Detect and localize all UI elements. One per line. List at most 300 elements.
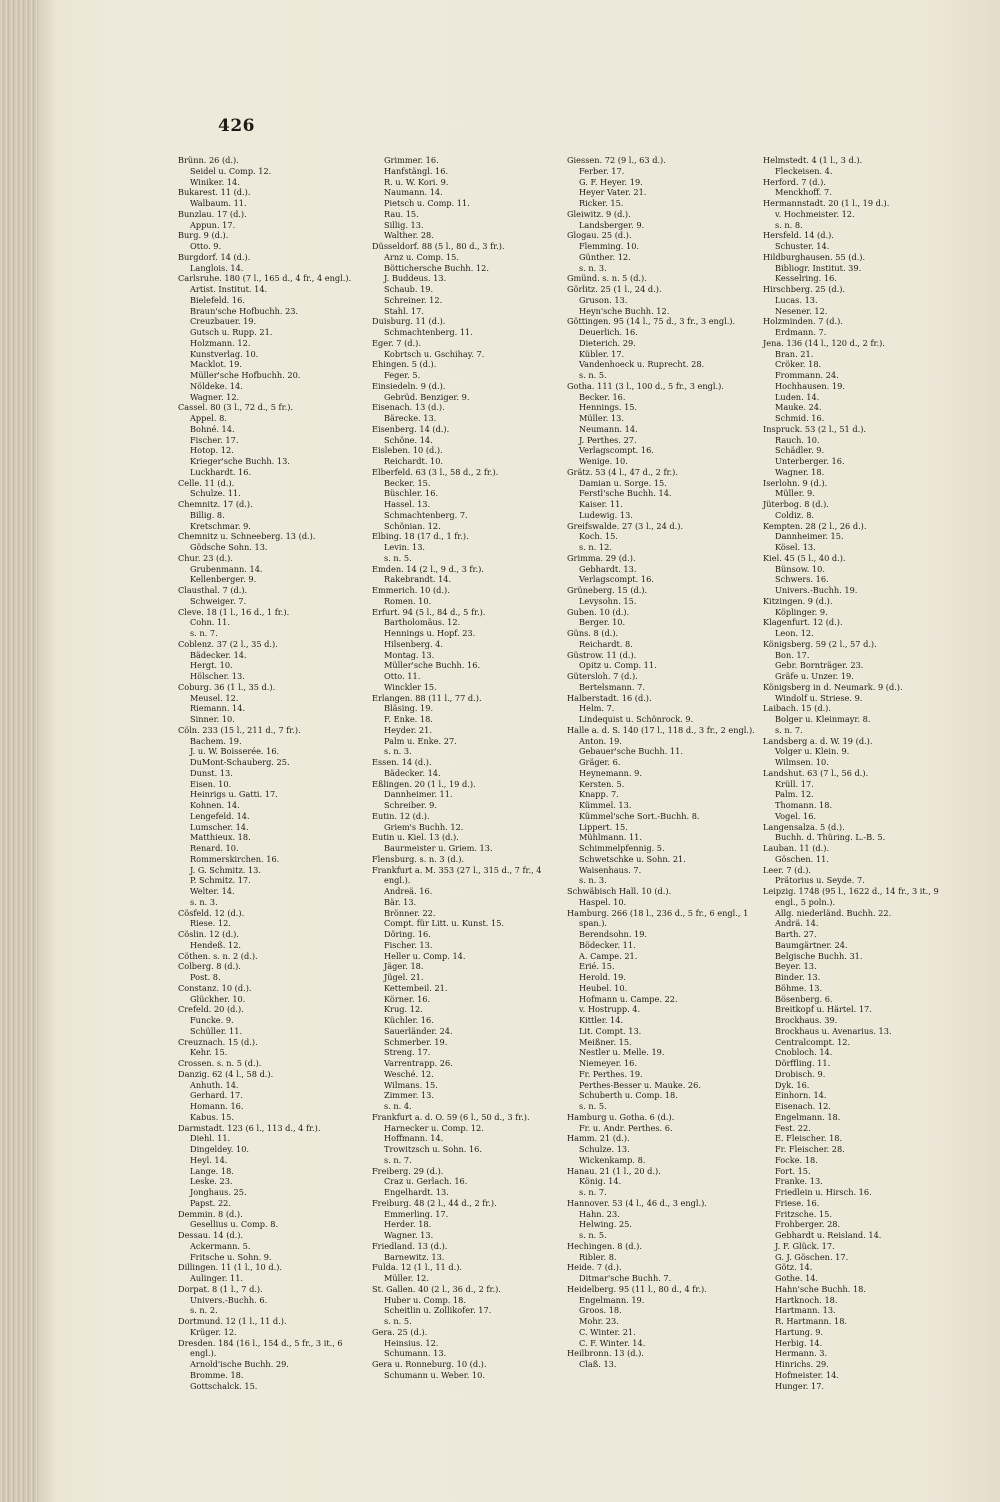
publisher-entry: Billig. 8. bbox=[190, 509, 225, 520]
place-entry: Ehingen. 5 (d.). bbox=[372, 359, 437, 370]
publisher-entry: s. n. 5. bbox=[579, 370, 607, 380]
publisher-entry: Kübler. 17. bbox=[579, 348, 625, 359]
place-entry: Celle. 11 (d.). bbox=[178, 477, 235, 488]
publisher-entry: s. n. 5. bbox=[579, 1101, 607, 1111]
publisher-entry: Lindequist u. Schönrock. 9. bbox=[579, 714, 694, 724]
publisher-entry: Barnewitz. 13. bbox=[384, 1251, 445, 1262]
publisher-entry: Kösel. 13. bbox=[775, 542, 816, 552]
publisher-entry: Schumann u. Weber. 10. bbox=[384, 1369, 485, 1380]
place-entry: Danzig. 62 (4 l., 58 d.). bbox=[178, 1068, 274, 1079]
publisher-entry: Reichardt. 8. bbox=[579, 638, 633, 649]
publisher-entry: Gottschalck. 15. bbox=[190, 1380, 258, 1391]
publisher-entry: Macklot. 19. bbox=[190, 359, 242, 370]
publisher-entry: s. n. 3. bbox=[384, 746, 412, 757]
publisher-entry: Hilsenberg. 4. bbox=[384, 638, 443, 649]
publisher-entry: Beyer. 13. bbox=[775, 961, 817, 972]
place-entry: Burgdorf. 14 (d.). bbox=[178, 251, 251, 262]
publisher-entry: Seidel u. Comp. 12. bbox=[190, 165, 272, 176]
place-entry: Cöthen. s. n. 2 (d.). bbox=[178, 950, 258, 961]
place-entry: Crefeld. 20 (d.). bbox=[178, 1004, 244, 1015]
place-entry: Güns. 8 (d.). bbox=[567, 628, 619, 638]
publisher-entry: J. u. W. Boisserée. 16. bbox=[190, 746, 280, 757]
place-entry: Kiel. 45 (5 l., 40 d.). bbox=[763, 552, 846, 563]
publisher-entry: Stahl. 17. bbox=[384, 305, 424, 316]
publisher-entry: Kittler. 14. bbox=[579, 1015, 624, 1025]
publisher-entry: Schuster. 14. bbox=[775, 241, 830, 251]
publisher-entry: Palm u. Enke. 27. bbox=[384, 735, 457, 746]
publisher-entry: Kellenberger. 9. bbox=[190, 574, 257, 585]
publisher-entry: v. Hochmeister. 12. bbox=[775, 208, 855, 219]
publisher-entry: Vogel. 16. bbox=[775, 810, 817, 821]
publisher-entry: Rau. 15. bbox=[384, 208, 419, 219]
publisher-entry: Helwing. 25. bbox=[579, 1219, 632, 1230]
publisher-entry: Hinrichs. 29. bbox=[775, 1359, 829, 1369]
publisher-entry: König. 14. bbox=[579, 1176, 622, 1187]
publisher-entry: Bädecker. 14. bbox=[190, 649, 247, 660]
publisher-entry: Göschen. 11. bbox=[775, 853, 829, 864]
publisher-entry: Krieger'sche Buchh. 13. bbox=[190, 456, 290, 466]
publisher-entry: Montag. 13. bbox=[384, 649, 435, 660]
place-entry: Dessau. 14 (d.). bbox=[178, 1230, 244, 1240]
place-entry: Halberstadt. 16 (d.). bbox=[567, 692, 652, 703]
publisher-entry: Gebrüd. Benziger. 9. bbox=[384, 391, 470, 402]
place-entry: Grimma. 29 (d.). bbox=[567, 552, 636, 563]
publisher-entry: Pietsch u. Comp. 11. bbox=[384, 198, 470, 208]
publisher-entry: J. F. Glück. 17. bbox=[775, 1240, 835, 1251]
publisher-entry: Müller. 12. bbox=[384, 1273, 429, 1283]
publisher-entry: Hanfstängl. 16. bbox=[384, 165, 449, 176]
publisher-entry: Kersten. 5. bbox=[579, 778, 625, 789]
publisher-entry: Engelhardt. 13. bbox=[384, 1187, 449, 1197]
publisher-entry: Lange. 18. bbox=[190, 1165, 234, 1176]
publisher-entry: s. n. 12. bbox=[579, 542, 612, 552]
publisher-entry: Koch. 15. bbox=[579, 531, 618, 542]
publisher-entry: Trowitzsch u. Sohn. 16. bbox=[384, 1144, 482, 1154]
place-entry: Hamburg. 266 (18 l., 236 d., 5 fr., 6 engl., 1 span.). bbox=[567, 907, 749, 929]
publisher-entry: Winiker. 14. bbox=[190, 176, 240, 187]
publisher-entry: Glückher. 10. bbox=[190, 993, 246, 1004]
publisher-entry: s. n. 8. bbox=[775, 219, 803, 230]
place-entry: Hermannstadt. 20 (1 l., 19 d.). bbox=[763, 198, 890, 208]
place-entry: Hamm. 21 (d.). bbox=[567, 1133, 630, 1144]
publisher-entry: s. n. 5. bbox=[579, 1230, 607, 1240]
publisher-entry: C. F. Winter. 14. bbox=[579, 1337, 646, 1348]
publisher-entry: Kettembeil. 21. bbox=[384, 982, 448, 993]
publisher-entry: Meißner. 15. bbox=[579, 1036, 632, 1047]
publisher-entry: Buchh. d. Thüring. L.-B. 5. bbox=[775, 832, 886, 843]
publisher-entry: Becker. 16. bbox=[579, 391, 626, 402]
publisher-entry: Holzmann. 12. bbox=[190, 337, 251, 348]
place-entry: Düsseldorf. 88 (5 l., 80 d., 3 fr.). bbox=[372, 241, 505, 251]
place-entry: Greifswalde. 27 (3 l., 24 d.). bbox=[567, 520, 684, 531]
publisher-entry: Frommann. 24. bbox=[775, 370, 839, 380]
place-entry: Königsberg. 59 (2 l., 57 d.). bbox=[763, 638, 877, 649]
publisher-entry: Coldiz. 8. bbox=[775, 509, 815, 520]
place-entry: Hanau. 21 (1 l., 20 d.). bbox=[567, 1165, 661, 1176]
publisher-entry: Bär. 13. bbox=[384, 896, 417, 907]
publisher-entry: Hölscher. 13. bbox=[190, 671, 245, 681]
publisher-entry: Hermann. 3. bbox=[775, 1348, 828, 1359]
publisher-entry: Anhuth. 14. bbox=[190, 1079, 239, 1090]
publisher-entry: Ricker. 15. bbox=[579, 198, 624, 208]
publisher-entry: s. n. 3. bbox=[579, 875, 607, 886]
place-entry: Landshut. 63 (7 l., 56 d.). bbox=[763, 767, 869, 778]
place-entry: Eßlingen. 20 (1 l., 19 d.). bbox=[372, 778, 476, 789]
publisher-entry: Breitkopf u. Härtel. 17. bbox=[775, 1004, 872, 1015]
place-entry: Schwäbisch Hall. 10 (d.). bbox=[567, 886, 672, 896]
publisher-entry: Groos. 18. bbox=[579, 1305, 622, 1316]
publisher-entry: Schaub. 19. bbox=[384, 284, 434, 294]
publisher-entry: Huber u. Comp. 18. bbox=[384, 1294, 466, 1305]
publisher-entry: Helm. 7. bbox=[579, 703, 615, 714]
publisher-entry: Flemming. 10. bbox=[579, 241, 640, 251]
publisher-entry: Knapp. 7. bbox=[579, 789, 619, 800]
publisher-entry: Dingeldey. 10. bbox=[190, 1144, 250, 1154]
publisher-entry: Lippert. 15. bbox=[579, 821, 628, 832]
publisher-entry: Brönner. 22. bbox=[384, 907, 436, 918]
publisher-entry: Riese. 12. bbox=[190, 918, 231, 929]
publisher-entry: Andreä. 16. bbox=[384, 886, 433, 896]
publisher-entry: Schumann. 13. bbox=[384, 1348, 447, 1359]
publisher-entry: Dannheimer. 15. bbox=[775, 531, 844, 542]
publisher-entry: Allg. niederländ. Buchh. 22. bbox=[775, 907, 892, 918]
publisher-entry: s. n. 7. bbox=[384, 1154, 412, 1165]
place-entry: Grätz. 53 (4 l., 47 d., 2 fr.). bbox=[567, 466, 678, 477]
place-entry: Glogau. 25 (d.). bbox=[567, 230, 632, 241]
place-entry: Eutin. 12 (d.). bbox=[372, 810, 430, 821]
publisher-entry: Wagner. 12. bbox=[190, 391, 240, 402]
publisher-entry: Küchler. 16. bbox=[384, 1015, 434, 1025]
publisher-entry: Homann. 16. bbox=[190, 1101, 244, 1111]
publisher-entry: Schönian. 12. bbox=[384, 520, 441, 531]
publisher-entry: Fr. Fleischer. 28. bbox=[775, 1144, 845, 1154]
publisher-entry: Heyer Vater. 21. bbox=[579, 187, 647, 198]
place-entry: Göttingen. 95 (14 l., 75 d., 3 fr., 3 engl.). bbox=[567, 316, 736, 327]
place-entry: Jena. 136 (14 l., 120 d., 2 fr.). bbox=[763, 337, 885, 348]
place-entry: Emmerich. 10 (d.). bbox=[372, 585, 450, 595]
publisher-entry: Sillig. 13. bbox=[384, 219, 424, 230]
publisher-entry: Heller u. Comp. 14. bbox=[384, 950, 466, 961]
publisher-entry: Gebhardt u. Reisland. 14. bbox=[775, 1230, 882, 1240]
place-entry: Dillingen. 11 (1 l., 10 d.). bbox=[178, 1262, 282, 1273]
publisher-entry: Baumgärtner. 24. bbox=[775, 939, 848, 950]
publisher-entry: Gräger. 6. bbox=[579, 757, 621, 767]
publisher-entry: Opitz u. Comp. 11. bbox=[579, 660, 657, 671]
publisher-entry: Hofmeister. 14. bbox=[775, 1369, 839, 1380]
place-entry: Grüneberg. 15 (d.). bbox=[567, 585, 648, 595]
publisher-entry: Langlois. 14. bbox=[190, 262, 244, 273]
publisher-entry: Sauerländer. 24. bbox=[384, 1025, 453, 1036]
publisher-entry: Heyn'sche Buchh. 12. bbox=[579, 305, 670, 316]
publisher-entry: Rommerskirchen. 16. bbox=[190, 853, 280, 864]
publisher-entry: Griem's Buchh. 12. bbox=[384, 821, 464, 832]
publisher-entry: Krüger. 12. bbox=[190, 1326, 237, 1337]
place-entry: Hannover. 53 (4 l., 46 d., 3 engl.). bbox=[567, 1197, 707, 1208]
publisher-entry: Kaiser. 11. bbox=[579, 499, 623, 509]
place-entry: Cöslin. 12 (d.). bbox=[178, 929, 239, 939]
publisher-entry: Unterberger. 16. bbox=[775, 456, 845, 466]
place-entry: Bunzlau. 17 (d.). bbox=[178, 208, 247, 219]
publisher-entry: Bran. 21. bbox=[775, 348, 814, 359]
publisher-entry: Körner. 16. bbox=[384, 993, 431, 1004]
place-entry: Gmünd. s. n. 5 (d.). bbox=[567, 273, 647, 284]
place-entry: Lauban. 11 (d.). bbox=[763, 843, 830, 853]
publisher-entry: Grubenmann. 14. bbox=[190, 563, 263, 574]
publisher-entry: C. Winter. 21. bbox=[579, 1326, 636, 1337]
publisher-entry: s. n. 2. bbox=[190, 1305, 218, 1316]
publisher-entry: Schweiger. 7. bbox=[190, 595, 247, 606]
publisher-entry: Hendeß. 12. bbox=[190, 939, 242, 950]
place-entry: Hirschberg. 25 (d.). bbox=[763, 284, 846, 294]
publisher-entry: Ludewig. 13. bbox=[579, 509, 633, 520]
publisher-entry: s. n. 5. bbox=[384, 552, 412, 563]
publisher-entry: A. Campe. 21. bbox=[579, 950, 638, 961]
publisher-entry: Creuzbauer. 19. bbox=[190, 316, 257, 327]
place-entry: Gütersloh. 7 (d.). bbox=[567, 671, 638, 681]
publisher-entry: Döring. 16. bbox=[384, 929, 431, 939]
publisher-entry: Levin. 13. bbox=[384, 542, 426, 552]
publisher-entry: Gerhard. 17. bbox=[190, 1090, 243, 1101]
place-entry: Eisenberg. 14 (d.). bbox=[372, 423, 450, 434]
publisher-entry: Arnold'ische Buchh. 29. bbox=[190, 1359, 289, 1369]
place-entry: Colberg. 8 (d.). bbox=[178, 961, 241, 972]
publisher-entry: Craz u. Gerlach. 16. bbox=[384, 1176, 468, 1187]
publisher-entry: Bläsing. 19. bbox=[384, 703, 434, 714]
publisher-entry: Haspel. 10. bbox=[579, 896, 627, 907]
publisher-entry: Schulze. 13. bbox=[579, 1144, 630, 1154]
publisher-entry: Dörffling. 11. bbox=[775, 1058, 831, 1068]
publisher-entry: F. Enke. 18. bbox=[384, 714, 433, 724]
publisher-entry: Wilmsen. 10. bbox=[775, 757, 829, 767]
directory-column-3 bbox=[567, 155, 757, 1370]
place-entry: Holzminden. 7 (d.). bbox=[763, 316, 843, 327]
place-entry: Heide. 7 (d.). bbox=[567, 1262, 622, 1273]
publisher-entry: Gödsche Sohn. 13. bbox=[190, 542, 268, 552]
publisher-entry: Schmerber. 19. bbox=[384, 1036, 448, 1047]
publisher-entry: Wesché. 12. bbox=[384, 1068, 434, 1079]
publisher-entry: Hennings u. Hopf. 23. bbox=[384, 628, 476, 638]
publisher-entry: Hoffmann. 14. bbox=[384, 1133, 444, 1144]
publisher-entry: Böhme. 13. bbox=[775, 982, 823, 993]
publisher-entry: Engelmann. 18. bbox=[775, 1111, 841, 1122]
place-entry: Coburg. 36 (1 l., 35 d.). bbox=[178, 681, 276, 692]
place-entry: Cassel. 80 (3 l., 72 d., 5 fr.). bbox=[178, 402, 293, 413]
publisher-entry: Luden. 14. bbox=[775, 391, 820, 402]
publisher-entry: Erdmann. 7. bbox=[775, 327, 827, 337]
place-entry: Guben. 10 (d.). bbox=[567, 606, 630, 617]
publisher-entry: Univers.-Buchh. 19. bbox=[775, 585, 858, 595]
publisher-entry: Cohn. 11. bbox=[190, 617, 230, 628]
place-entry: St. Gallen. 40 (2 l., 36 d., 2 fr.). bbox=[372, 1283, 501, 1294]
publisher-entry: Appel. 8. bbox=[190, 413, 227, 423]
publisher-entry: Krüll. 17. bbox=[775, 778, 814, 789]
publisher-entry: Herbig. 14. bbox=[775, 1337, 823, 1348]
publisher-entry: Schreiner. 12. bbox=[384, 294, 443, 305]
place-entry: Kempten. 28 (2 l., 26 d.). bbox=[763, 520, 867, 531]
publisher-entry: v. Hostrupp. 4. bbox=[579, 1004, 641, 1015]
publisher-entry: Eisen. 10. bbox=[190, 778, 232, 789]
publisher-entry: Hahn'sche Buchh. 18. bbox=[775, 1283, 866, 1294]
publisher-entry: Berendsohn. 19. bbox=[579, 929, 648, 939]
publisher-entry: Fr. u. Andr. Perthes. 6. bbox=[579, 1122, 673, 1133]
place-entry: Essen. 14 (d.). bbox=[372, 757, 432, 767]
publisher-entry: Müller'sche Hofbuchh. 20. bbox=[190, 370, 301, 380]
place-entry: Cleve. 18 (1 l., 16 d., 1 fr.). bbox=[178, 606, 290, 617]
publisher-entry: Fleckeisen. 4. bbox=[775, 165, 833, 176]
publisher-entry: Gothe. 14. bbox=[775, 1273, 819, 1283]
publisher-entry: Arnz u. Comp. 15. bbox=[384, 251, 459, 262]
publisher-entry: Schwetschke u. Sohn. 21. bbox=[579, 853, 686, 864]
publisher-entry: Bödecker. 11. bbox=[579, 939, 636, 950]
page-number: 426 bbox=[218, 116, 255, 136]
publisher-entry: Heinsius. 12. bbox=[384, 1337, 439, 1348]
publisher-entry: Heyder. 21. bbox=[384, 724, 432, 735]
publisher-entry: Fischer. 17. bbox=[190, 434, 239, 445]
publisher-entry: Hergt. 10. bbox=[190, 660, 233, 671]
publisher-entry: Frohberger. 28. bbox=[775, 1219, 841, 1230]
publisher-entry: Gebauer'sche Buchh. 11. bbox=[579, 746, 683, 757]
publisher-entry: Krug. 12. bbox=[384, 1004, 423, 1015]
place-entry: Coblenz. 37 (2 l., 35 d.). bbox=[178, 638, 278, 649]
place-entry: Hildburghausen. 55 (d.). bbox=[763, 251, 866, 262]
publisher-entry: Mohr. 23. bbox=[579, 1316, 619, 1326]
publisher-entry: Gebr. Bornträger. 23. bbox=[775, 660, 864, 671]
place-entry: Langensalza. 5 (d.). bbox=[763, 821, 845, 832]
publisher-entry: Compt. für Litt. u. Kunst. 15. bbox=[384, 918, 505, 929]
publisher-entry: Bibliogr. Institut. 39. bbox=[775, 262, 862, 273]
place-entry: Creuznach. 15 (d.). bbox=[178, 1036, 258, 1047]
place-entry: Heilbronn. 13 (d.). bbox=[567, 1348, 644, 1359]
publisher-entry: Gruson. 13. bbox=[579, 294, 628, 305]
publisher-entry: Ditmar'sche Buchh. 7. bbox=[579, 1273, 672, 1283]
book-page-edges bbox=[0, 0, 38, 1502]
publisher-entry: Nöldeke. 14. bbox=[190, 380, 243, 391]
publisher-entry: Schuberth u. Comp. 18. bbox=[579, 1090, 678, 1101]
publisher-entry: Herder. 18. bbox=[384, 1219, 432, 1230]
publisher-entry: Eisenach. 12. bbox=[775, 1101, 831, 1111]
publisher-entry: Renard. 10. bbox=[190, 843, 239, 853]
publisher-entry: Grimmer. 16. bbox=[384, 155, 439, 165]
publisher-entry: Diehl. 11. bbox=[190, 1133, 231, 1144]
publisher-entry: Friese. 16. bbox=[775, 1197, 820, 1208]
publisher-entry: Hofmann u. Campe. 22. bbox=[579, 993, 678, 1004]
publisher-entry: Levysohn. 15. bbox=[579, 595, 637, 606]
publisher-entry: Schüller. 11. bbox=[190, 1025, 243, 1036]
place-entry: Jüterbog. 8 (d.). bbox=[763, 499, 829, 509]
place-entry: Freiburg. 48 (2 l., 44 d., 2 fr.). bbox=[372, 1197, 497, 1208]
publisher-entry: Bärecke. 13. bbox=[384, 413, 437, 423]
publisher-entry: Hunger. 17. bbox=[775, 1380, 825, 1391]
directory-column-4 bbox=[763, 155, 953, 1391]
publisher-entry: Bromme. 18. bbox=[190, 1369, 244, 1380]
place-entry: Landsberg a. d. W. 19 (d.). bbox=[763, 735, 873, 746]
place-entry: Eutin u. Kiel. 13 (d.). bbox=[372, 832, 459, 843]
publisher-entry: Böttichersche Buchh. 12. bbox=[384, 262, 489, 273]
place-entry: Cösfeld. 12 (d.). bbox=[178, 907, 245, 918]
publisher-entry: Varrentrapp. 26. bbox=[384, 1058, 453, 1068]
publisher-entry: Bolger u. Kleinmayr. 8. bbox=[775, 714, 871, 724]
publisher-entry: Thomann. 18. bbox=[775, 800, 833, 810]
publisher-entry: Friedlein u. Hirsch. 16. bbox=[775, 1187, 872, 1197]
publisher-entry: Prätorius u. Seyde. 7. bbox=[775, 875, 865, 886]
publisher-entry: Ferber. 17. bbox=[579, 165, 625, 176]
place-entry: Gera. 25 (d.). bbox=[372, 1326, 428, 1337]
publisher-entry: Welter. 14. bbox=[190, 886, 235, 896]
publisher-entry: Perthes-Besser u. Mauke. 26. bbox=[579, 1079, 701, 1090]
publisher-entry: Papst. 22. bbox=[190, 1197, 231, 1208]
place-entry: Herford. 7 (d.). bbox=[763, 176, 826, 187]
place-entry: Elbing. 18 (17 d., 1 fr.). bbox=[372, 531, 469, 542]
publisher-entry: Herold. 19. bbox=[579, 972, 626, 982]
publisher-entry: DuMont-Schauberg. 25. bbox=[190, 757, 290, 767]
publisher-entry: Heyl. 14. bbox=[190, 1154, 228, 1165]
publisher-entry: Heynemann. 9. bbox=[579, 767, 642, 778]
publisher-entry: Erié. 15. bbox=[579, 961, 615, 972]
place-entry: Kitzingen. 9 (d.). bbox=[763, 595, 833, 606]
publisher-entry: Dieterich. 29. bbox=[579, 337, 636, 348]
publisher-entry: Scheitlin u. Zollikofer. 17. bbox=[384, 1305, 492, 1316]
place-entry: Gleiwitz. 9 (d.). bbox=[567, 208, 631, 219]
place-entry: Heidelberg. 95 (11 l., 80 d., 4 fr.). bbox=[567, 1283, 707, 1294]
publisher-entry: Hahn. 23. bbox=[579, 1208, 620, 1219]
place-entry: Görlitz. 25 (1 l., 24 d.). bbox=[567, 284, 662, 294]
place-entry: Dorpat. 8 (1 l., 7 d.). bbox=[178, 1283, 263, 1294]
publisher-entry: Bon. 17. bbox=[775, 649, 810, 660]
publisher-entry: Baurmeister u. Griem. 13. bbox=[384, 843, 493, 853]
publisher-entry: Hennings. 15. bbox=[579, 402, 638, 413]
publisher-entry: s. n. 7. bbox=[579, 1187, 607, 1197]
publisher-entry: Riemann. 14. bbox=[190, 703, 246, 714]
place-entry: Gotha. 111 (3 l., 100 d., 5 fr., 3 engl.). bbox=[567, 380, 724, 391]
place-entry: Chur. 23 (d.). bbox=[178, 552, 233, 563]
publisher-entry: Bohné. 14. bbox=[190, 423, 235, 434]
publisher-entry: Streng. 17. bbox=[384, 1047, 431, 1058]
publisher-entry: G. F. Heyer. 19. bbox=[579, 176, 643, 187]
place-entry: Demmin. 8 (d.). bbox=[178, 1208, 243, 1219]
place-entry: Brünn. 26 (d.). bbox=[178, 155, 239, 165]
publisher-entry: Günther. 12. bbox=[579, 251, 631, 262]
place-entry: Hersfeld. 14 (d.). bbox=[763, 230, 834, 241]
place-entry: Dresden. 184 (16 l., 154 d., 5 fr., 3 it., 6 engl.). bbox=[178, 1337, 343, 1359]
publisher-entry: Otto. 9. bbox=[190, 241, 222, 251]
publisher-entry: Berger. 10. bbox=[579, 617, 626, 628]
publisher-entry: Schädler. 9. bbox=[775, 445, 825, 456]
publisher-entry: s. n. 4. bbox=[384, 1101, 412, 1111]
publisher-entry: Dunst. 13. bbox=[190, 767, 233, 778]
place-entry: Einsiedeln. 9 (d.). bbox=[372, 380, 446, 391]
publisher-entry: Fort. 15. bbox=[775, 1165, 811, 1176]
publisher-entry: Sinner. 10. bbox=[190, 714, 235, 724]
publisher-entry: J. Buddeus. 13. bbox=[384, 273, 447, 284]
publisher-entry: Leon. 12. bbox=[775, 628, 814, 638]
publisher-entry: Wickenkamp. 8. bbox=[579, 1154, 646, 1165]
publisher-entry: Jügel. 21. bbox=[384, 972, 424, 982]
publisher-entry: Verlagscompt. 16. bbox=[579, 445, 654, 456]
publisher-entry: Binder. 13. bbox=[775, 972, 821, 982]
publisher-entry: Aulinger. 11. bbox=[190, 1273, 244, 1283]
publisher-entry: Mühlmann. 11. bbox=[579, 832, 642, 843]
place-entry: Leipzig. 1748 (95 l., 1622 d., 14 fr., 3 it., 9 engl., 5 poln.). bbox=[763, 886, 939, 907]
publisher-entry: Focke. 18. bbox=[775, 1154, 818, 1165]
publisher-entry: Claß. 13. bbox=[579, 1359, 617, 1369]
publisher-entry: Funcke. 9. bbox=[190, 1015, 234, 1025]
publisher-entry: Fritsche u. Sohn. 9. bbox=[190, 1251, 272, 1262]
place-entry: Duisburg. 11 (d.). bbox=[372, 316, 446, 327]
publisher-entry: Meusel. 12. bbox=[190, 692, 239, 703]
publisher-entry: Müller'sche Buchh. 16. bbox=[384, 660, 481, 671]
place-entry: Gera u. Ronneburg. 10 (d.). bbox=[372, 1359, 487, 1369]
publisher-entry: Fest. 22. bbox=[775, 1122, 811, 1133]
